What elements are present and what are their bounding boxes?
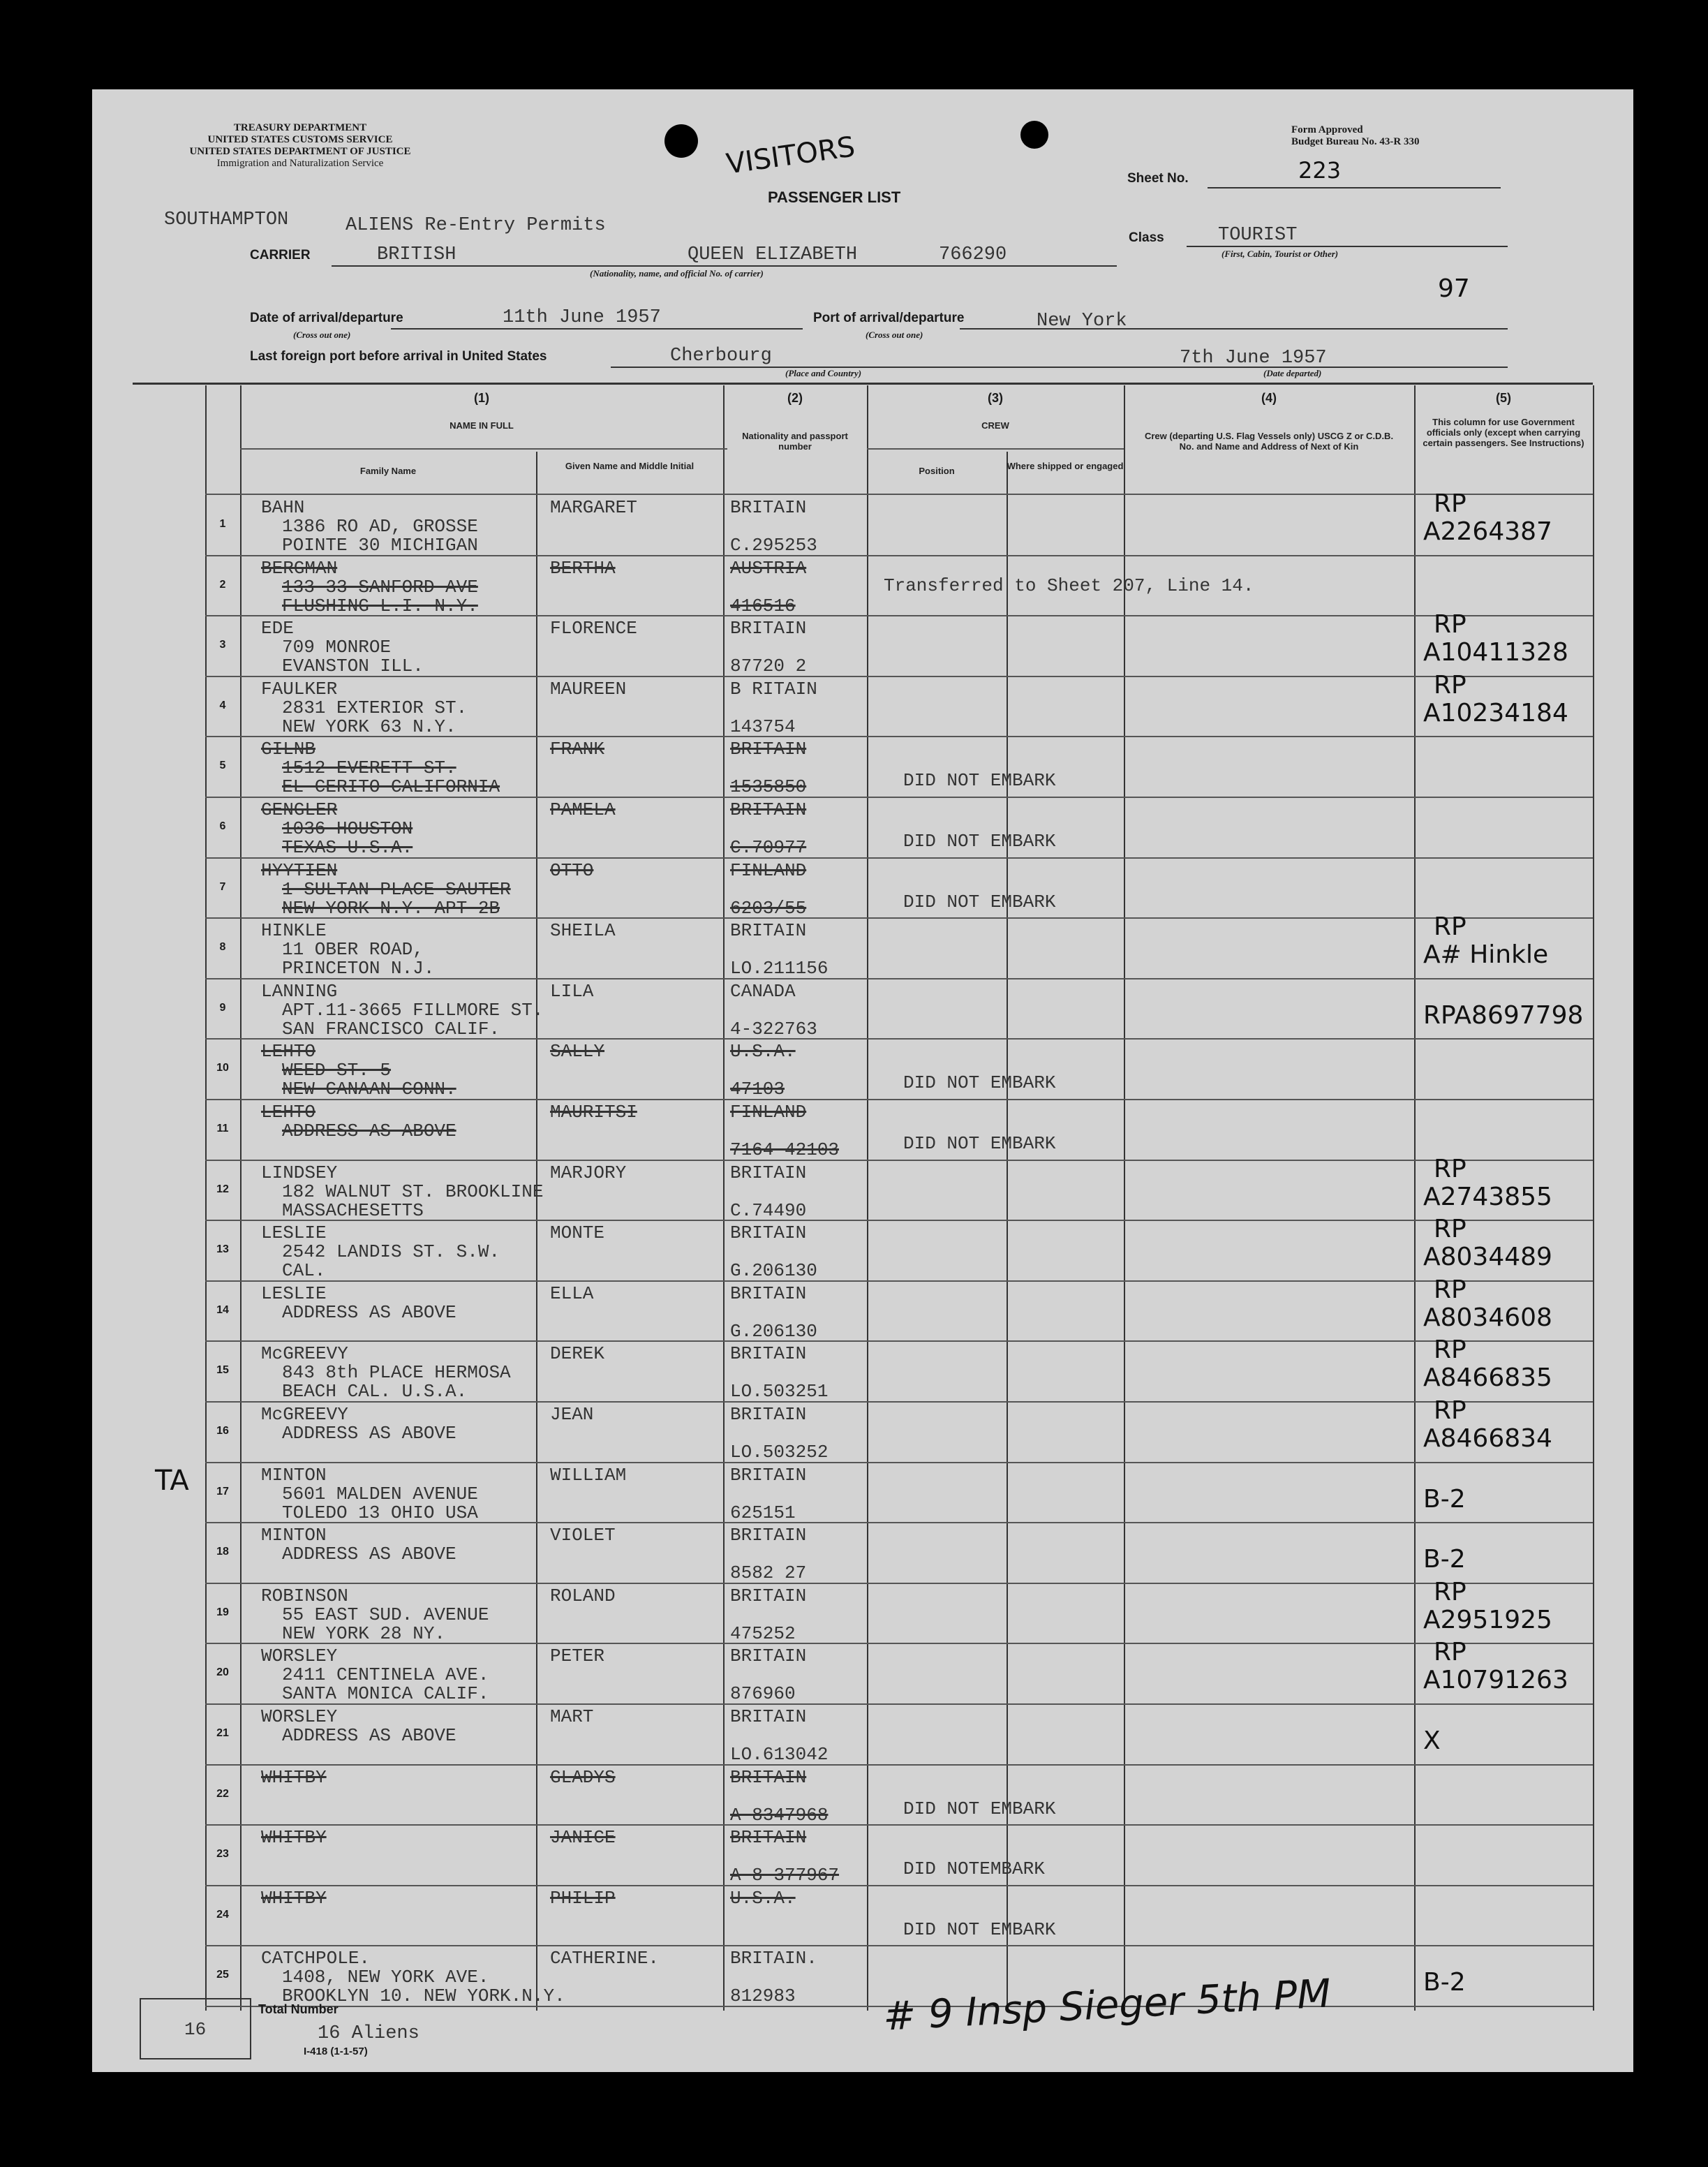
nationality: BRITAIN (730, 799, 807, 820)
address-line: 2831 EXTERIOR ST. (282, 697, 468, 718)
passport-number: 812983 (730, 1985, 796, 2007)
row-number: 18 (216, 1546, 229, 1558)
nationality: B RITAIN (730, 678, 817, 700)
col2-number: (2) (787, 391, 803, 405)
row-divider (205, 1522, 1593, 1523)
row-number: 25 (216, 1969, 229, 1981)
row-number: 19 (216, 1606, 229, 1618)
shipped-header: Where shipped or engaged (1007, 461, 1124, 471)
address-line: 843 8th PLACE HERMOSA (282, 1362, 511, 1384)
address-line: EVANSTON ILL. (282, 656, 424, 677)
date-departed: 7th June 1957 (1180, 348, 1327, 369)
family-name: WHITBY (261, 1827, 327, 1849)
official-code: RPA8697798 (1423, 1000, 1584, 1030)
row-divider (205, 736, 1593, 737)
carrier-nationality: BRITISH (377, 244, 456, 265)
family-name-header: Family Name (359, 466, 417, 476)
given-name: VIOLET (550, 1525, 616, 1546)
row-divider (205, 615, 1593, 616)
col3-number: (3) (988, 391, 1003, 405)
given-name: WILLIAM (550, 1464, 627, 1486)
row-number: 2 (219, 578, 226, 591)
family-name: MINTON (261, 1464, 327, 1486)
official-code: X (1423, 1726, 1441, 1755)
given-name: ELLA (550, 1282, 594, 1304)
given-name: PHILIP (550, 1887, 616, 1909)
given-name: CATHERINE. (550, 1948, 660, 1969)
kin-header: Crew (departing U.S. Flag Vessels only) USCG Z or C.D.B. No. and Name and Address of Next of Kin (1144, 431, 1394, 452)
official-code: A8034489 (1423, 1243, 1552, 1272)
passport-number: A-8-377967 (730, 1865, 840, 1886)
crew-note: DID NOT EMBARK (903, 1072, 1056, 1094)
total-box: 16 (140, 1998, 251, 2059)
nationality: BRITAIN (730, 1827, 807, 1849)
row-number: 12 (216, 1183, 229, 1195)
given-name: FRANK (550, 739, 605, 760)
official-code: RP (1434, 1154, 1466, 1183)
official-code: A8466835 (1423, 1363, 1552, 1393)
address-line: NEW YORK 63 N.Y. (282, 716, 456, 737)
address-line: 1 SULTAN PLACE SAUTER (282, 878, 511, 900)
crew-note: DID NOTEMBARK (903, 1858, 1045, 1880)
inspector-note: # 9 Insp Sieger 5th PM (882, 1971, 1332, 2040)
row-number: 9 (219, 1001, 226, 1014)
address-line: 1408, NEW YORK AVE. (282, 1967, 489, 1988)
passport-number: G.206130 (730, 1320, 817, 1342)
address-line: POINTE 30 MICHIGAN (282, 535, 478, 556)
address-line: WEED ST. 5 (282, 1060, 392, 1081)
row-number: 22 (216, 1787, 229, 1800)
official-code: RP (1434, 670, 1466, 700)
arrival-caption: (Cross out one) (293, 330, 351, 340)
page-title: PASSENGER LIST (768, 188, 901, 206)
form-approved: Form Approved Budget Bureau No. 43-R 330 (1291, 124, 1420, 147)
col1-title: NAME IN FULL (450, 420, 514, 431)
nationality: FINLAND (730, 1102, 807, 1123)
address-line: 2411 CENTINELA AVE. (282, 1664, 489, 1686)
address-line: ADDRESS AS ABOVE (282, 1725, 456, 1746)
address-line: TEXAS U.S.A. (282, 837, 413, 858)
row-divider (205, 555, 1593, 556)
family-name: GILNB (261, 739, 316, 760)
address-line: 2542 LANDIS ST. S.W. (282, 1241, 500, 1263)
passport-number: 1535850 (730, 776, 807, 798)
crew-note: DID NOT EMBARK (903, 831, 1056, 852)
row-divider (205, 1643, 1593, 1644)
nationality: BRITAIN. (730, 1948, 817, 1969)
row-divider (205, 857, 1593, 859)
row-number: 21 (216, 1727, 229, 1739)
row-divider (205, 1703, 1593, 1705)
nationality: BRITAIN (730, 920, 807, 942)
address-line: 182 WALNUT ST. BROOKLINE (282, 1181, 544, 1202)
official-code: A10234184 (1423, 698, 1568, 727)
official-code: RP (1434, 1336, 1466, 1365)
address-line: SANTA MONICA CALIF. (282, 1683, 489, 1705)
given-name: MARJORY (550, 1162, 627, 1183)
official-code: A8466834 (1423, 1424, 1552, 1453)
row-divider (205, 1764, 1593, 1766)
passport-number: 475252 (730, 1622, 796, 1644)
address-line: APT.11-3665 FILLMORE ST. (282, 999, 544, 1021)
address-line: PRINCETON N.J. (282, 958, 435, 979)
port-southampton: SOUTHAMPTON (164, 209, 289, 230)
address-line: BEACH CAL. U.S.A. (282, 1381, 468, 1403)
given-name: PAMELA (550, 799, 616, 820)
arrival-date: 11th June 1957 (503, 307, 661, 328)
passport-number: 47103 (730, 1079, 785, 1100)
family-name: ROBINSON (261, 1585, 348, 1606)
given-name: MAURITSI (550, 1102, 637, 1123)
address-line: 11 OBER ROAD, (282, 939, 424, 961)
given-name: JANICE (550, 1827, 616, 1849)
passport-number: C.70977 (730, 837, 807, 858)
given-name: BERTHA (550, 557, 616, 579)
official-code: RP (1434, 1215, 1466, 1244)
given-name: PETER (550, 1645, 605, 1667)
row-number: 14 (216, 1303, 229, 1316)
passport-number: C.74490 (730, 1199, 807, 1221)
address-line: ADDRESS AS ABOVE (282, 1121, 456, 1141)
total-label: Total Number (258, 2002, 339, 2016)
address-line: ADDRESS AS ABOVE (282, 1544, 456, 1565)
address-line: ADDRESS AS ABOVE (282, 1301, 456, 1323)
row-number: 17 (216, 1485, 229, 1497)
official-code: B-2 (1423, 1968, 1466, 1997)
row-number: 8 (219, 941, 226, 954)
row-divider (205, 797, 1593, 798)
passport-number: LO.503251 (730, 1381, 829, 1403)
given-name: SALLY (550, 1041, 605, 1063)
crew-note: DID NOT EMBARK (903, 770, 1056, 792)
col4-number: (4) (1261, 391, 1277, 405)
class-value: TOURIST (1218, 225, 1298, 246)
family-name: EDE (261, 618, 294, 639)
nationality: BRITAIN (730, 1343, 807, 1365)
total-value: 16 Aliens (318, 2023, 419, 2044)
family-name: WHITBY (261, 1766, 327, 1788)
address-line: MASSACHESETTS (282, 1199, 424, 1221)
official-code: RP (1434, 1577, 1466, 1606)
given-name: MONTE (550, 1222, 605, 1244)
agency-header: TREASURY DEPARTMENT UNITED STATES CUSTOMS SERVICE UNITED STATES DEPARTMENT OF JUSTICE Immigration and Naturalization Service (189, 122, 411, 169)
family-name: WHITBY (261, 1887, 327, 1909)
address-line: 5601 MALDEN AVENUE (282, 1483, 478, 1504)
given-name: MAUREEN (550, 678, 627, 700)
given-name: SHEILA (550, 920, 616, 942)
row-divider (205, 1160, 1593, 1161)
passport-number: C.295253 (730, 535, 817, 556)
sheet-label: Sheet No. (1127, 171, 1189, 186)
crew-note: DID NOT EMBARK (903, 891, 1056, 912)
punch-hole (664, 124, 698, 158)
family-name: GENGLER (261, 799, 338, 820)
row-divider (205, 1462, 1593, 1463)
family-name: BERGMAN (261, 557, 338, 579)
official-code: A2951925 (1423, 1605, 1552, 1634)
row-divider (205, 676, 1593, 677)
address-line: 55 EAST SUD. AVENUE (282, 1604, 489, 1625)
official-code: RP (1434, 912, 1466, 942)
nationality: BRITAIN (730, 1282, 807, 1304)
given-name: GLADYS (550, 1766, 616, 1788)
family-name: McGREEVY (261, 1343, 348, 1365)
row-divider (205, 1038, 1593, 1040)
passport-number: 8582 27 (730, 1562, 807, 1584)
nationality: BRITAIN (730, 739, 807, 760)
official-code: B-2 (1423, 1545, 1466, 1574)
family-name: LESLIE (261, 1222, 327, 1244)
port-caption: (Cross out one) (866, 330, 923, 340)
row-divider (205, 1220, 1593, 1221)
row-number: 10 (216, 1062, 229, 1074)
row-divider (205, 1401, 1593, 1403)
row-number: 7 (219, 880, 226, 893)
official-code: B-2 (1423, 1484, 1466, 1514)
nationality: BRITAIN (730, 1585, 807, 1606)
row-divider (205, 1885, 1593, 1886)
row-number: 6 (219, 820, 226, 832)
passport-number: 4-322763 (730, 1018, 817, 1040)
carrier-number: 766290 (939, 244, 1007, 265)
passport-number: 87720 2 (730, 656, 807, 677)
row-number: 1 (219, 518, 226, 530)
passport-number: 143754 (730, 716, 796, 737)
passport-number: 416516 (730, 595, 796, 616)
address-line: 1386 RO AD, GROSSE (282, 516, 478, 537)
row-number: 5 (219, 760, 226, 772)
given-name: OTTO (550, 859, 594, 881)
row-number: 11 (216, 1123, 229, 1134)
punch-hole (1020, 121, 1048, 149)
address-line: 133-33 SANFORD AVE (282, 576, 478, 598)
nationality: AUSTRIA (730, 557, 807, 579)
family-name: WORSLEY (261, 1706, 338, 1727)
crew-note: DID NOT EMBARK (903, 1133, 1056, 1154)
nationality: U.S.A. (730, 1887, 796, 1909)
address-line: TOLEDO 13 OHIO USA (282, 1502, 478, 1523)
carrier-label: CARRIER (250, 248, 311, 262)
address-line: CAL. (282, 1260, 326, 1282)
given-name: DEREK (550, 1343, 605, 1365)
passport-number: LO.503252 (730, 1442, 829, 1463)
given-name: LILA (550, 980, 594, 1002)
nationality: BRITAIN (730, 497, 807, 518)
nationality: FINLAND (730, 859, 807, 881)
row-divider (205, 1340, 1593, 1342)
family-name: McGREEVY (261, 1404, 348, 1425)
row-divider (205, 1583, 1593, 1584)
address-line: 709 MONROE (282, 637, 392, 658)
family-name: LEHTO (261, 1102, 316, 1123)
given-name: JEAN (550, 1404, 594, 1425)
family-name: LEHTO (261, 1041, 316, 1063)
last-port-value: Cherbourg (670, 346, 772, 367)
passport-number: 876960 (730, 1683, 796, 1705)
row-number: 23 (216, 1848, 229, 1861)
family-name: FAULKER (261, 678, 338, 700)
official-code: RP (1434, 1638, 1466, 1667)
class-label: Class (1129, 230, 1164, 245)
nationality-header: Nationality and passport number (742, 431, 848, 452)
passport-number: LO.211156 (730, 958, 829, 979)
handwritten-visitors: VISITORS (724, 131, 857, 181)
carrier-caption: (Nationality, name, and official No. of carrier) (590, 268, 764, 279)
address-line: ADDRESS AS ABOVE (282, 1423, 456, 1444)
official-code: A10791263 (1423, 1666, 1568, 1695)
row-divider (205, 1280, 1593, 1282)
row-number: 3 (219, 639, 226, 651)
nationality: BRITAIN (730, 618, 807, 639)
row-number: 15 (216, 1364, 229, 1377)
family-name: WORSLEY (261, 1645, 338, 1667)
crew-note: DID NOT EMBARK (903, 1918, 1056, 1940)
family-name: LESLIE (261, 1282, 327, 1304)
family-name: HYYTIEN (261, 859, 338, 881)
passport-number: A-8347968 (730, 1804, 829, 1826)
row-divider (205, 1824, 1593, 1826)
official-code: RP (1434, 1396, 1466, 1425)
address-line: BROOKLYN 10. NEW YORK.N.Y. (282, 1985, 565, 2007)
col5-number: (5) (1496, 391, 1511, 405)
nationality: BRITAIN (730, 1222, 807, 1244)
crew-note: DID NOT EMBARK (903, 1798, 1056, 1819)
arrival-label: Date of arrival/departure (250, 311, 403, 325)
last-port-label: Last foreign port before arrival in United States (250, 349, 547, 364)
row-divider (205, 978, 1593, 979)
address-line: 1036 HOUSTON (282, 818, 413, 839)
date-departed-caption: (Date departed) (1263, 368, 1322, 378)
row-number: 13 (216, 1243, 229, 1256)
sheet-number: 223 (1298, 157, 1342, 184)
official-code: A# Hinkle (1423, 940, 1549, 970)
col1-number: (1) (474, 391, 489, 405)
nationality: CANADA (730, 980, 796, 1002)
port-label: Port of arrival/departure (813, 311, 965, 325)
official-code: A2743855 (1423, 1182, 1552, 1211)
address-line: FLUSHING L.I. N.Y. (282, 595, 478, 616)
family-name: BAHN (261, 497, 305, 518)
nationality: BRITAIN (730, 1404, 807, 1425)
officials-header: This column for use Government officials only (except when carrying certain passengers. See Instructions) (1423, 417, 1584, 448)
row-divider (205, 1099, 1593, 1100)
row-divider (205, 1945, 1593, 1946)
address-line: EL CERITO CALIFORNIA (282, 776, 500, 798)
class-caption: (First, Cabin, Tourist or Other) (1221, 249, 1339, 259)
row-number: 24 (216, 1908, 229, 1921)
place-caption: (Place and Country) (785, 368, 862, 378)
row-number: 4 (219, 699, 226, 711)
passport-number: 6203/55 (730, 897, 807, 919)
form-number: I-418 (1-1-57) (304, 2046, 368, 2057)
nationality: BRITAIN (730, 1766, 807, 1788)
passport-number: LO.613042 (730, 1744, 829, 1765)
crew-header: CREW (981, 420, 1009, 431)
family-name: MINTON (261, 1525, 327, 1546)
official-code: RP (1434, 610, 1466, 639)
given-name: MART (550, 1706, 594, 1727)
nationality: BRITAIN (730, 1645, 807, 1667)
official-code: A2264387 (1423, 517, 1552, 546)
given-name: ROLAND (550, 1585, 616, 1606)
nationality: BRITAIN (730, 1525, 807, 1546)
official-code: A8034608 (1423, 1303, 1552, 1332)
passenger-table (205, 385, 1593, 2011)
address-line: SAN FRANCISCO CALIF. (282, 1018, 500, 1040)
address-line: NEW CANAAN CONN. (282, 1079, 456, 1100)
position-header: Position (919, 466, 955, 476)
carrier-name: QUEEN ELIZABETH (688, 244, 858, 265)
nationality: BRITAIN (730, 1706, 807, 1727)
nationality: U.S.A. (730, 1041, 796, 1063)
row-number: 20 (216, 1666, 229, 1679)
passport-number: 625151 (730, 1502, 796, 1523)
official-code: RP (1434, 1275, 1466, 1304)
crew-note: Transferred to Sheet 207, Line 14. (884, 575, 1254, 596)
given-name: MARGARET (550, 497, 637, 518)
aliens-line: ALIENS Re-Entry Permits (346, 215, 606, 236)
official-code: A10411328 (1423, 638, 1568, 667)
family-name: LINDSEY (261, 1162, 338, 1183)
handwritten-97: 97 (1438, 274, 1470, 303)
row-divider (205, 917, 1593, 919)
port-value: New York (1037, 311, 1127, 332)
passport-number: 7164-42103 (730, 1139, 840, 1160)
passport-number: G.206130 (730, 1260, 817, 1282)
address-line: NEW YORK 28 NY. (282, 1622, 446, 1644)
family-name: CATCHPOLE. (261, 1948, 371, 1969)
address-line: NEW YORK N.Y. APT 2B (282, 897, 500, 919)
nationality: BRITAIN (730, 1464, 807, 1486)
official-code: RP (1434, 489, 1466, 518)
margin-note-ta: TA (155, 1465, 189, 1497)
family-name: LANNING (261, 980, 338, 1002)
nationality: BRITAIN (730, 1162, 807, 1183)
family-name: HINKLE (261, 920, 327, 942)
address-line: 1512 EVERETT ST. (282, 757, 456, 779)
given-name-header: Given Name and Middle Initial (565, 461, 695, 471)
given-name: FLORENCE (550, 618, 637, 639)
row-number: 16 (216, 1425, 229, 1437)
